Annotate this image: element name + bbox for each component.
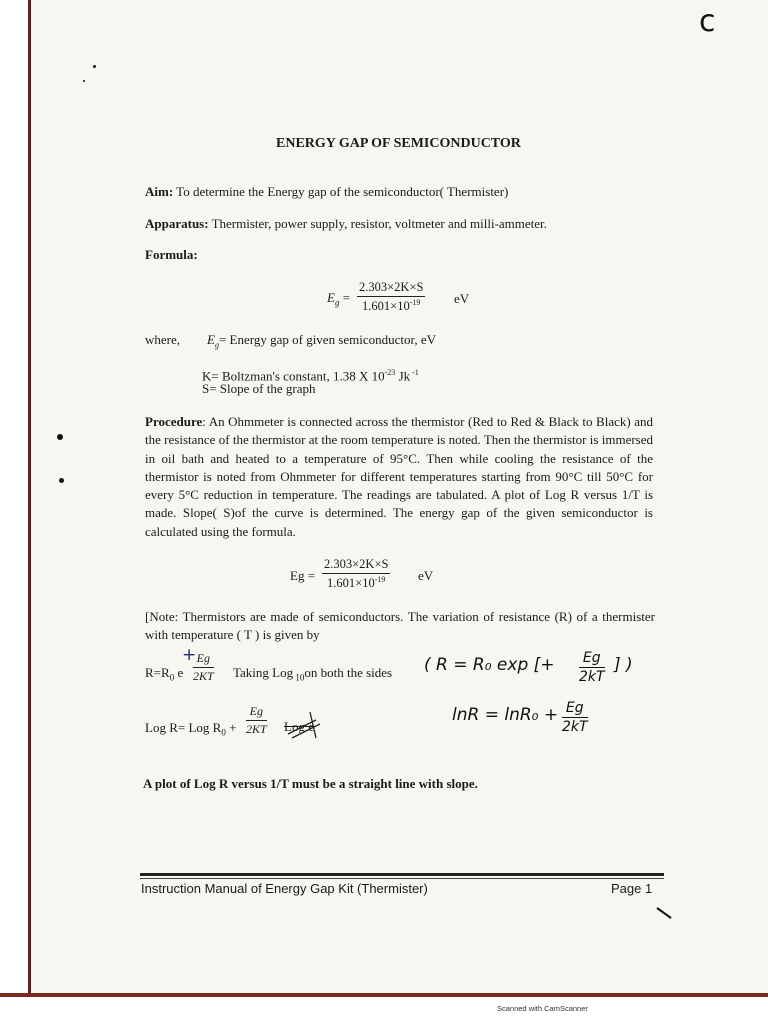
handwritten-corner-mark: c [699, 4, 716, 39]
formula2-lhs: Eg = [290, 568, 316, 583]
footer-rule-thin [140, 878, 664, 879]
formula1-fraction [357, 280, 425, 314]
procedure-paragraph [145, 413, 653, 541]
apparatus-label: Apparatus: [145, 216, 209, 231]
handwritten-ln-fraction: $\frac{Eg}{2kT}$ [562, 700, 588, 735]
footer-rule [140, 873, 664, 876]
handwritten-plus-mark: + [182, 645, 197, 665]
where-label: where, [145, 332, 181, 347]
formula1-denominator: $1.601\times 10^{-19}$ [362, 298, 421, 314]
handwritten-exp-equation: ( R = R₀ exp [+ [424, 655, 555, 675]
handwritten-ln-equation: lnR = lnR₀ + [452, 705, 559, 725]
procedure-label: Procedure [145, 414, 203, 429]
formula-label: Formula: [145, 247, 198, 262]
punch-mark [57, 434, 63, 440]
footer-manual-title: Instruction Manual of Energy Gap Kit (Thermister) [141, 881, 428, 896]
formula1-lhs: $E_g$ = [327, 290, 351, 308]
aim-text: To determine the Energy gap of the semiconductor( Thermister) [173, 184, 509, 199]
scribble-mark [286, 708, 326, 744]
formula1-numerator: 2.303×2K×S [357, 280, 425, 297]
procedure-text: : An Ohmmeter is connected across the thermistor (Red to Red & Black to Black) and the resistance of the thermistor at the room temperature is noted. Then the thermistor is immersed in oil bath and heated to a temperature of 95°C. Then while cooling the resistance of the thermistor is noted from Ohmmeter for different temperatures starting from 90°C till 50°C for every 5°C reduction in temperature. The readings are tabulated. A plot of Log R versus 1/T is made. Slope( S)of the curve is determined. The energy gap of the given semiconductor is calculated using the formula. [145, 414, 653, 539]
note-paragraph: [Note: Thermistors are made of semiconductors. The variation of resistance (R) of a thermister with temperature ( T ) is given by [145, 609, 655, 643]
taking-log-text: Taking Log $_{10}$on both the sides [233, 665, 393, 683]
resistance-exponent: $\frac{Eg}{2KT}$ [193, 651, 214, 683]
log-equation-fraction: $\frac{Eg}{2KT}$ [246, 704, 267, 736]
speck [93, 65, 96, 68]
aim-label: Aim: [145, 184, 174, 199]
formula2-denominator: $1.601\times 10^{-19}$ [327, 575, 386, 591]
struck-log-e: Log e [284, 719, 314, 734]
page-edge [0, 993, 768, 997]
apparatus-text: Thermister, power supply, resistor, voltmeter and milli-ammeter. [208, 216, 547, 231]
formula2-unit: eV [418, 568, 434, 583]
scanner-watermark: Scanned with CamScanner [497, 1004, 588, 1013]
handwritten-exp-fraction: $\frac{Eg}{2kT}$ [579, 650, 605, 685]
formula1-unit: eV [454, 291, 470, 306]
where-definition: $E_g=$ Energy gap of given semiconductor, eV [207, 332, 436, 350]
formula2-fraction [322, 557, 390, 591]
handwritten-exp-close: ] ) [614, 655, 633, 675]
apparatus-line [145, 216, 547, 232]
log-equation: Log R= Log $R_0$ + [145, 720, 237, 738]
stray-mark [655, 906, 675, 922]
page-title: ENERGY GAP OF SEMICONDUCTOR [276, 136, 521, 151]
plot-statement: A plot of Log R versus 1/T must be a straight line with slope. [143, 776, 478, 791]
boltzmann-constant: K= Boltzman's constant, 1.38 X $10^{-23}$ Jk $^{-1}$ [202, 368, 419, 384]
slope-definition: S= Slope of the graph [202, 381, 316, 396]
footer-page-number: Page 1 [611, 881, 653, 896]
formula2-numerator: 2.303×2K×S [322, 557, 390, 574]
speck [83, 80, 85, 82]
punch-mark [59, 478, 64, 483]
aim-line [145, 184, 508, 200]
resistance-equation: $R=R_0$ e [145, 665, 184, 683]
